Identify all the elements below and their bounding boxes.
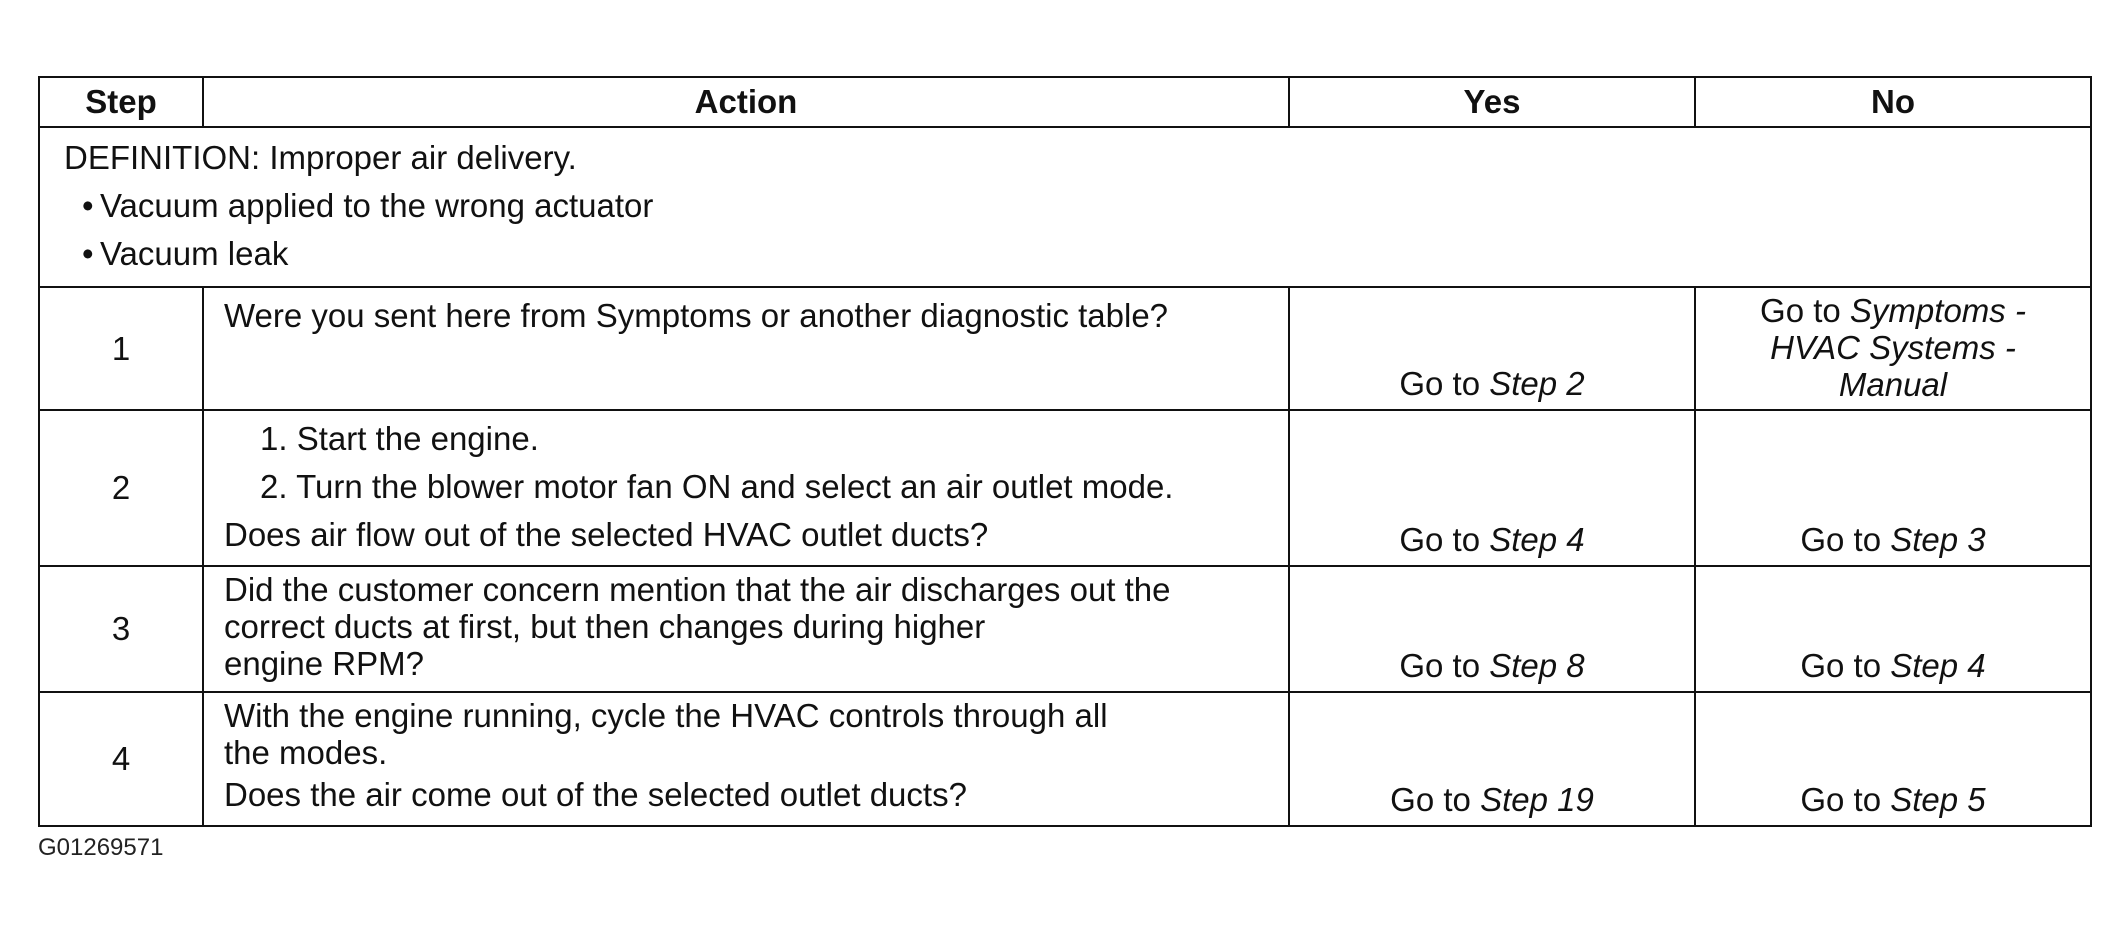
bullet-icon: • [82, 187, 94, 224]
yes-cell[interactable] [1289, 410, 1695, 566]
yes-link[interactable]: Step 19 [1480, 781, 1594, 818]
no-cell[interactable] [1695, 287, 2091, 410]
bullet-text: Vacuum applied to the wrong actuator [100, 187, 654, 224]
yes-cell[interactable] [1289, 287, 1695, 410]
table-row [39, 566, 2091, 692]
definition-bullet-item [64, 230, 2090, 278]
action-text: Did the customer concern mention that the air discharges out the [224, 571, 1171, 608]
table-row [39, 692, 2091, 826]
definition-bullets [64, 182, 2090, 278]
header-no: No [1695, 77, 2091, 127]
bullet-text: Vacuum leak [100, 235, 289, 272]
no-prefix: Go to [1760, 292, 1850, 329]
figure-id: G01269571 [38, 834, 164, 861]
table-row [39, 410, 2091, 566]
yes-link[interactable]: Step 4 [1489, 521, 1585, 558]
header-step: Step [39, 77, 203, 127]
action-cell [203, 410, 1289, 566]
table-row [39, 287, 2091, 410]
yes-link[interactable]: Step 2 [1489, 365, 1585, 402]
definition-cell [39, 127, 2091, 287]
list-item: 2. Turn the blower motor fan ON and select an air outlet mode. [260, 468, 1174, 505]
step-number: 2 [39, 410, 203, 566]
action-numbered-list [224, 415, 1278, 511]
no-link[interactable]: Step 4 [1890, 647, 1986, 684]
no-link[interactable]: Symptoms - [1849, 292, 2026, 329]
no-link[interactable]: Step 5 [1890, 781, 1986, 818]
yes-prefix: Go to [1399, 647, 1490, 684]
action-text: With the engine running, cycle the HVAC controls through all [224, 697, 1108, 734]
step-number: 1 [39, 287, 203, 410]
yes-cell[interactable] [1289, 566, 1695, 692]
no-prefix: Go to [1800, 781, 1891, 818]
no-cell[interactable] [1695, 566, 2091, 692]
header-yes: Yes [1289, 77, 1695, 127]
no-prefix: Go to [1800, 647, 1891, 684]
no-prefix: Go to [1800, 521, 1891, 558]
action-cell [203, 566, 1289, 692]
yes-prefix: Go to [1390, 781, 1481, 818]
action-text: the modes. [224, 734, 388, 771]
diagnostic-table [38, 76, 2092, 827]
definition-bullet-item [64, 182, 2090, 230]
yes-cell[interactable] [1289, 692, 1695, 826]
header-action: Action [203, 77, 1289, 127]
no-link[interactable]: Step 3 [1890, 521, 1986, 558]
header-row [39, 77, 2091, 127]
step-number: 3 [39, 566, 203, 692]
action-text: engine RPM? [224, 645, 424, 682]
action-question: Does air flow out of the selected HVAC outlet ducts? [224, 516, 989, 553]
step-number: 4 [39, 692, 203, 826]
no-link[interactable]: Manual [1838, 366, 1948, 403]
list-item: 1. Start the engine. [260, 420, 539, 457]
bullet-icon: • [82, 235, 94, 272]
no-cell[interactable] [1695, 410, 2091, 566]
no-link[interactable]: HVAC Systems - [1770, 329, 2016, 366]
yes-prefix: Go to [1399, 521, 1490, 558]
action-text: correct ducts at first, but then changes during higher [224, 608, 986, 645]
definition-text: DEFINITION: Improper air delivery. [64, 139, 577, 176]
yes-link[interactable]: Step 8 [1489, 647, 1585, 684]
action-text: Were you sent here from Symptoms or another diagnostic table? [224, 297, 1169, 334]
action-question: Does the air come out of the selected outlet ducts? [224, 776, 967, 813]
action-cell [203, 692, 1289, 826]
definition-row [39, 127, 2091, 287]
action-cell [203, 287, 1289, 410]
yes-prefix: Go to [1399, 365, 1490, 402]
no-cell[interactable] [1695, 692, 2091, 826]
